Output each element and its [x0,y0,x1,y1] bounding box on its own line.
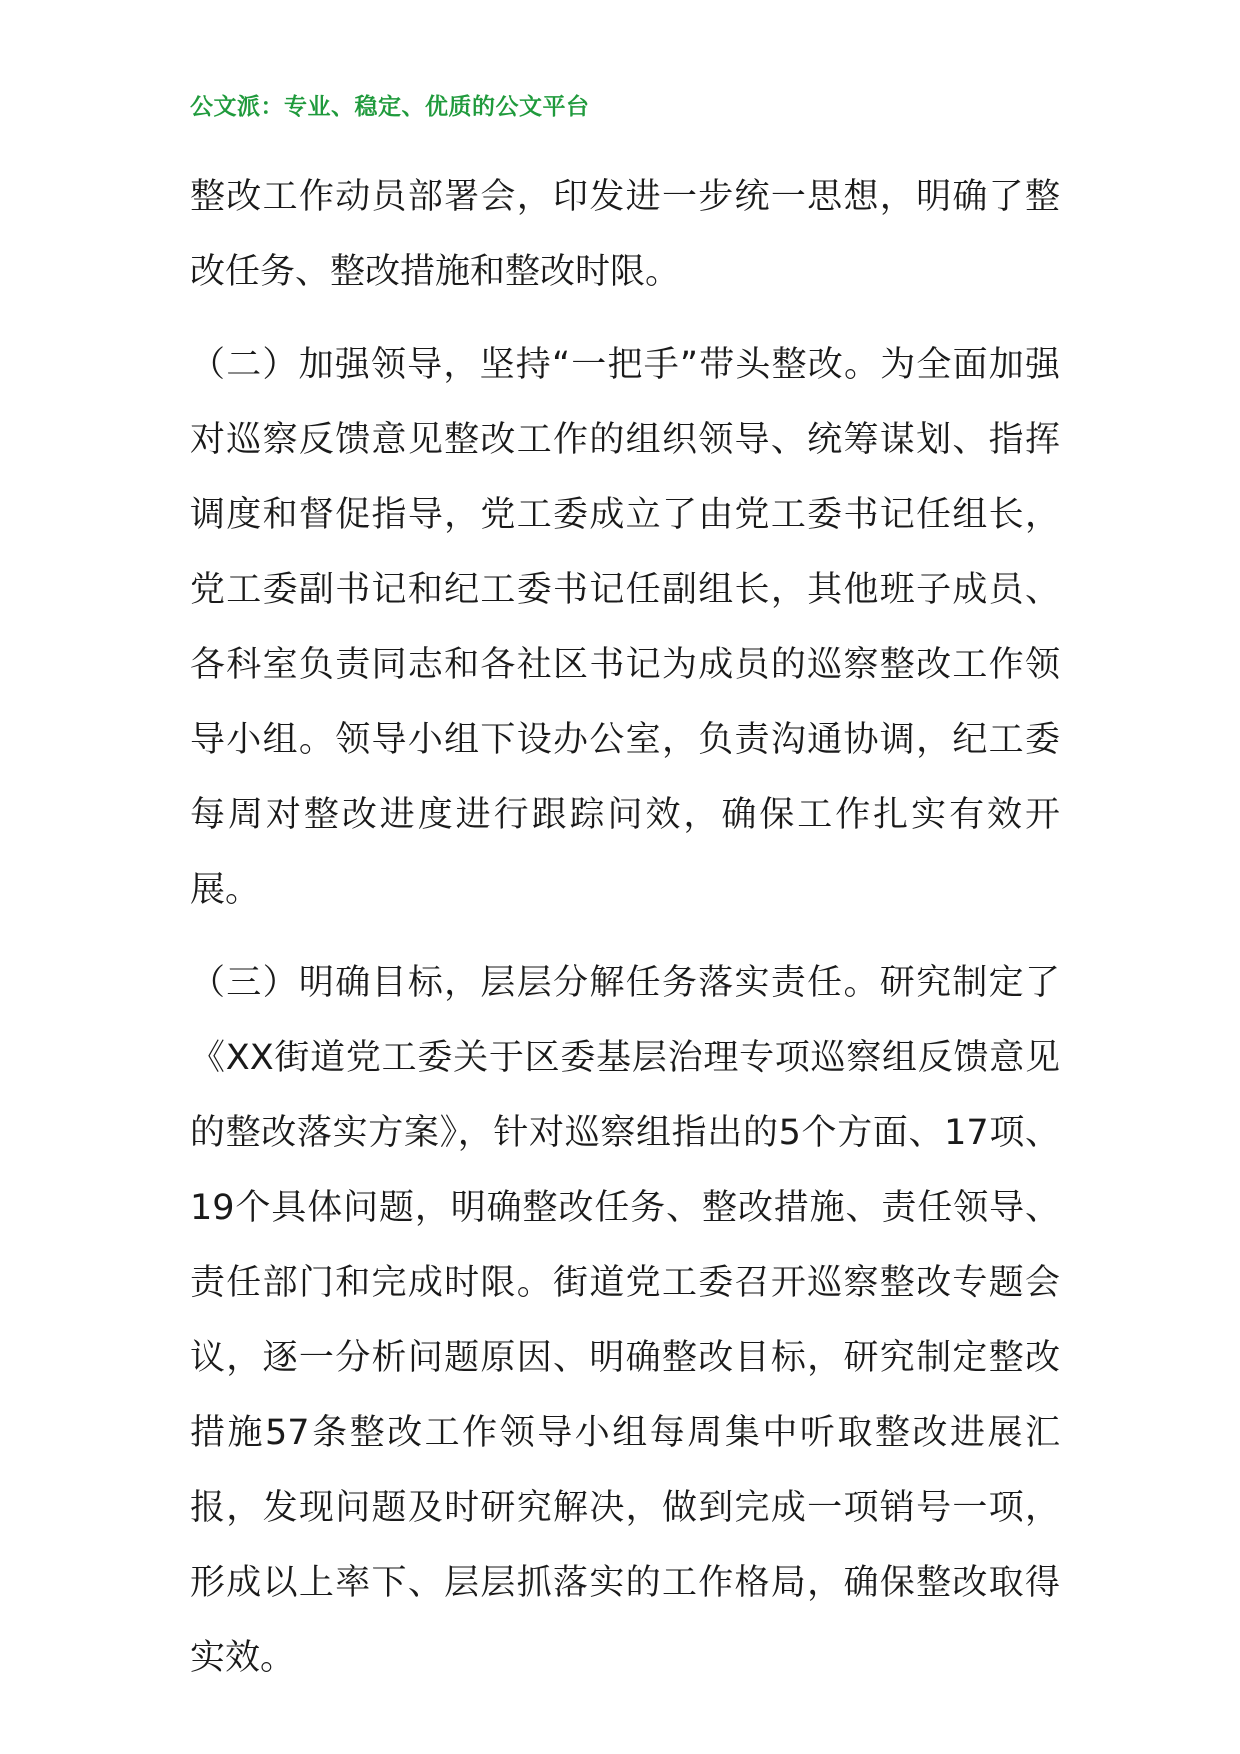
paragraph-spacer [190,310,1060,328]
paragraph-section-3: （三）明确目标，层层分解任务落实责任。研究制定了《XX街道党工委关于区委基层治理专项巡察组反馈意见的整改落实方案》，针对巡察组指出的5个方面、17项、19个具体问题，明确整改任务、整改措施、责任领导、责任部门和完成时限。街道党工委召开巡察整改专题会议，逐一分析问题原因、明确整改目标，研究制定整改措施57条整改工作领导小组每周集中听取整改进展汇报，发现问题及时研究解决，做到完成一项销号一项，形成以上率下、层层抓落实的工作格局，确保整改取得实效。 [190,963,1060,1678]
document-body [190,160,1060,1696]
paragraph-section-2: （二）加强领导，坚持“一把手”带头整改。为全面加强对巡察反馈意见整改工作的组织领导、统筹谋划、指挥调度和督促指导，党工委成立了由党工委书记任组长，党工委副书记和纪工委书记任副组长，其他班子成员、各科室负责同志和各社区书记为成员的巡察整改工作领导小组。领导小组下设办公室，负责沟通协调，纪工委每周对整改进度进行跟踪问效，确保工作扎实有效开展。 [190,345,1060,910]
paragraph-spacer [190,928,1060,946]
watermark-header: 公文派：专业、稳定、优质的公文平台 [190,94,590,120]
paragraph-intro-continued: 整改工作动员部署会，印发进一步统一思想，明确了整改任务、整改措施和整改时限。 [190,177,1060,292]
